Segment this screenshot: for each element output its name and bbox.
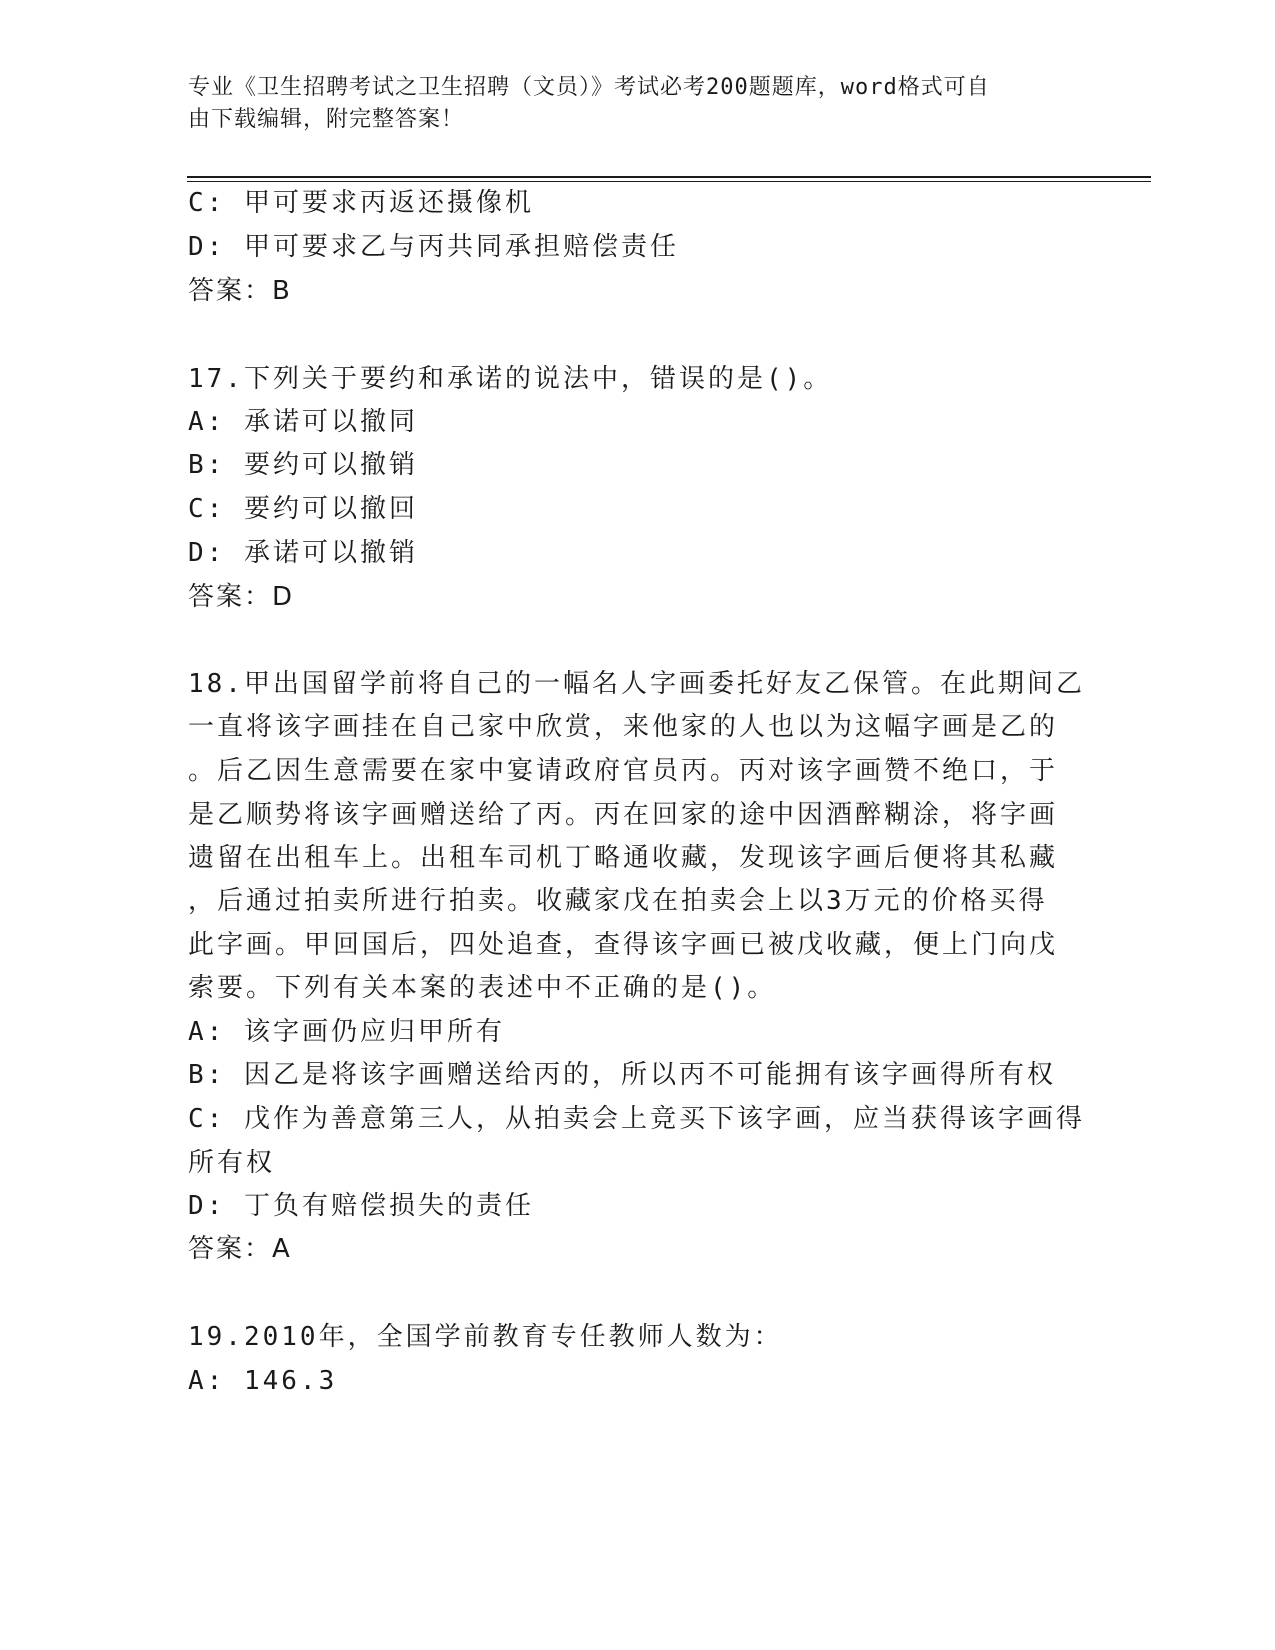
q17-option-b: B: 要约可以撤销 bbox=[188, 450, 418, 480]
q17-option-c: C: 要约可以撤回 bbox=[188, 494, 418, 524]
header-line-2: 由下载编辑，附完整答案！ bbox=[188, 107, 465, 132]
q18-option-d: D: 丁负有赔偿损失的责任 bbox=[188, 1191, 534, 1221]
q18-stem-line-4: 是乙顺势将该字画赠送给了丙。丙在回家的途中因酒醉糊涂，将字画 bbox=[188, 800, 1059, 830]
header-divider-thin bbox=[187, 181, 1151, 182]
q18-option-b: B: 因乙是将该字画赠送给丙的，所以丙不可能拥有该字画得所有权 bbox=[188, 1060, 1056, 1090]
q19-option-a: A: 146.3 bbox=[188, 1366, 338, 1396]
document-header bbox=[188, 72, 1068, 136]
q18-stem-line-8: 索要。下列有关本案的表述中不正确的是()。 bbox=[188, 973, 777, 1003]
q18-stem-line-1: 18.甲出国留学前将自己的一幅名人字画委托好友乙保管。在此期间乙 bbox=[188, 669, 1085, 699]
q16-option-c: C: 甲可要求丙返还摄像机 bbox=[188, 188, 534, 218]
q18-option-c-line-2: 所有权 bbox=[188, 1148, 276, 1178]
q18-stem-line-3: 。后乙因生意需要在家中宴请政府官员丙。丙对该字画赞不绝口，于 bbox=[188, 756, 1059, 786]
q18-stem-line-6: ，后通过拍卖所进行拍卖。收藏家戊在拍卖会上以3万元的价格买得 bbox=[188, 886, 1048, 916]
q18-answer: 答案：A bbox=[188, 1234, 292, 1264]
q18-stem-line-2: 一直将该字画挂在自己家中欣赏，来他家的人也以为这幅字画是乙的 bbox=[188, 712, 1059, 742]
q18-stem-line-7: 此字画。甲回国后，四处追查，查得该字画已被戊收藏，便上门向戊 bbox=[188, 930, 1059, 960]
q17-option-a: A: 承诺可以撤同 bbox=[188, 407, 418, 437]
header-divider-thick bbox=[187, 176, 1151, 178]
q16-option-d: D: 甲可要求乙与丙共同承担赔偿责任 bbox=[188, 232, 679, 262]
q17-stem: 17.下列关于要约和承诺的说法中，错误的是()。 bbox=[188, 364, 833, 394]
q16-answer: 答案：B bbox=[188, 276, 292, 306]
q19-stem: 19.2010年，全国学前教育专任教师人数为： bbox=[188, 1322, 783, 1352]
q17-answer: 答案：D bbox=[188, 582, 295, 612]
q18-option-a: A: 该字画仍应归甲所有 bbox=[188, 1017, 505, 1047]
q18-option-c-line-1: C: 戊作为善意第三人，从拍卖会上竞买下该字画，应当获得该字画得 bbox=[188, 1104, 1085, 1134]
q17-option-d: D: 承诺可以撤销 bbox=[188, 538, 418, 568]
header-line-1: 专业《卫生招聘考试之卫生招聘（文员）》考试必考200题题库，word格式可自 bbox=[188, 75, 990, 100]
q18-stem-line-5: 遗留在出租车上。出租车司机丁略通收藏，发现该字画后便将其私藏 bbox=[188, 843, 1059, 873]
